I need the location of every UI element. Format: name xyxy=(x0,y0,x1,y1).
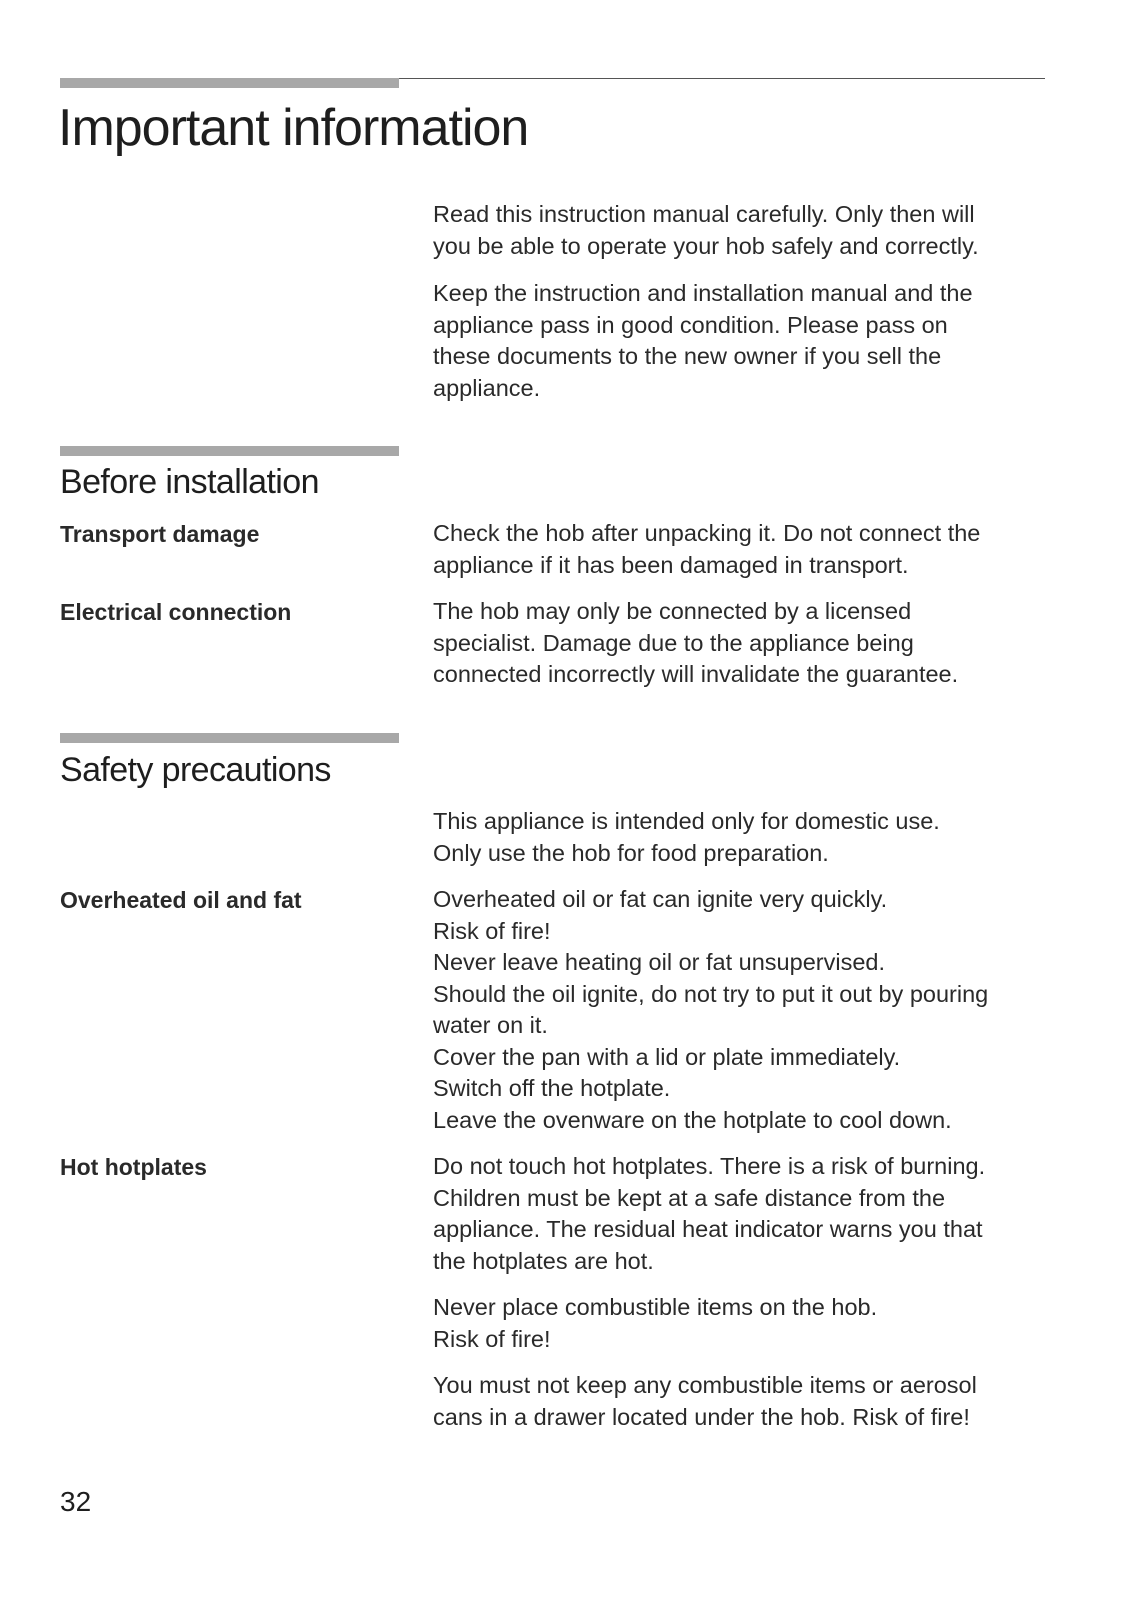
text-line: Cover the pan with a lid or plate immediately. xyxy=(433,1043,901,1070)
text-line: appliance. xyxy=(433,374,541,401)
text-line: Children must be kept at a safe distance from the xyxy=(433,1184,946,1211)
hot-hotplates-text-1 xyxy=(433,1151,1073,1277)
text-line: Read this instruction manual carefully. Only then will xyxy=(433,201,975,227)
text-line: water on it. xyxy=(433,1012,548,1038)
text-line: specialist. Damage due to the appliance being xyxy=(433,629,914,656)
text-line: appliance. The residual heat indicator warns you that xyxy=(433,1216,983,1242)
text-line: cans in a drawer located under the hob. Risk of fire! xyxy=(433,1403,970,1430)
overheated-oil-text xyxy=(433,884,1073,1136)
text-line: appliance if it has been damaged in transport. xyxy=(433,551,909,578)
text-line: The hob may only be connected by a licensed xyxy=(433,598,912,624)
text-line: Switch off the hotplate. xyxy=(433,1075,671,1101)
label-transport-damage: Transport damage xyxy=(60,521,260,547)
text-line: Risk of fire! xyxy=(433,1325,551,1352)
text-line: connected incorrectly will invalidate the guarantee. xyxy=(433,661,959,687)
section-heading-safety-precautions: Safety precautions xyxy=(60,751,331,789)
electrical-connection-text xyxy=(433,596,1073,691)
text-line: Leave the ovenware on the hotplate to cool down. xyxy=(433,1106,952,1133)
text-line: Only use the hob for food preparation. xyxy=(433,839,829,866)
text-line: you be able to operate your hob safely and correctly. xyxy=(433,232,979,259)
text-line: Overheated oil or fat can ignite very quickly. xyxy=(433,886,888,912)
text-line: Risk of fire! xyxy=(433,917,551,944)
transport-damage-text xyxy=(433,518,1073,581)
intro-paragraph-1 xyxy=(433,199,1073,262)
text-line: appliance pass in good condition. Please pass on xyxy=(433,311,948,338)
section-bar-before-installation xyxy=(60,446,399,456)
text-line: the hotplates are hot. xyxy=(433,1247,654,1274)
text-line: Do not touch hot hotplates. There is a risk of burning. xyxy=(433,1153,986,1179)
title-bar xyxy=(60,78,399,88)
text-line: Check the hob after unpacking it. Do not connect the xyxy=(433,520,981,546)
text-line: these documents to the new owner if you sell the xyxy=(433,343,942,369)
page-number: 32 xyxy=(60,1486,92,1517)
text-line: Keep the instruction and installation manual and the xyxy=(433,280,973,306)
hot-hotplates-text-3 xyxy=(433,1370,1073,1433)
text-line: Never place combustible items on the hob. xyxy=(433,1294,878,1320)
text-line: You must not keep any combustible items or aerosol xyxy=(433,1372,977,1398)
label-overheated-oil-and-fat: Overheated oil and fat xyxy=(60,887,302,913)
section-bar-safety-precautions xyxy=(60,733,399,743)
safety-intro-text xyxy=(433,806,1073,869)
text-line: Never leave heating oil or fat unsupervised. xyxy=(433,949,885,975)
label-hot-hotplates: Hot hotplates xyxy=(60,1154,207,1180)
text-line: This appliance is intended only for domestic use. xyxy=(433,808,940,834)
label-electrical-connection: Electrical connection xyxy=(60,599,292,625)
hot-hotplates-text-2 xyxy=(433,1292,1073,1355)
page-title: Important information xyxy=(58,99,529,157)
intro-paragraph-2 xyxy=(433,278,1073,404)
section-heading-before-installation: Before installation xyxy=(60,463,319,501)
text-line: Should the oil ignite, do not try to put it out by pouring xyxy=(433,980,989,1007)
